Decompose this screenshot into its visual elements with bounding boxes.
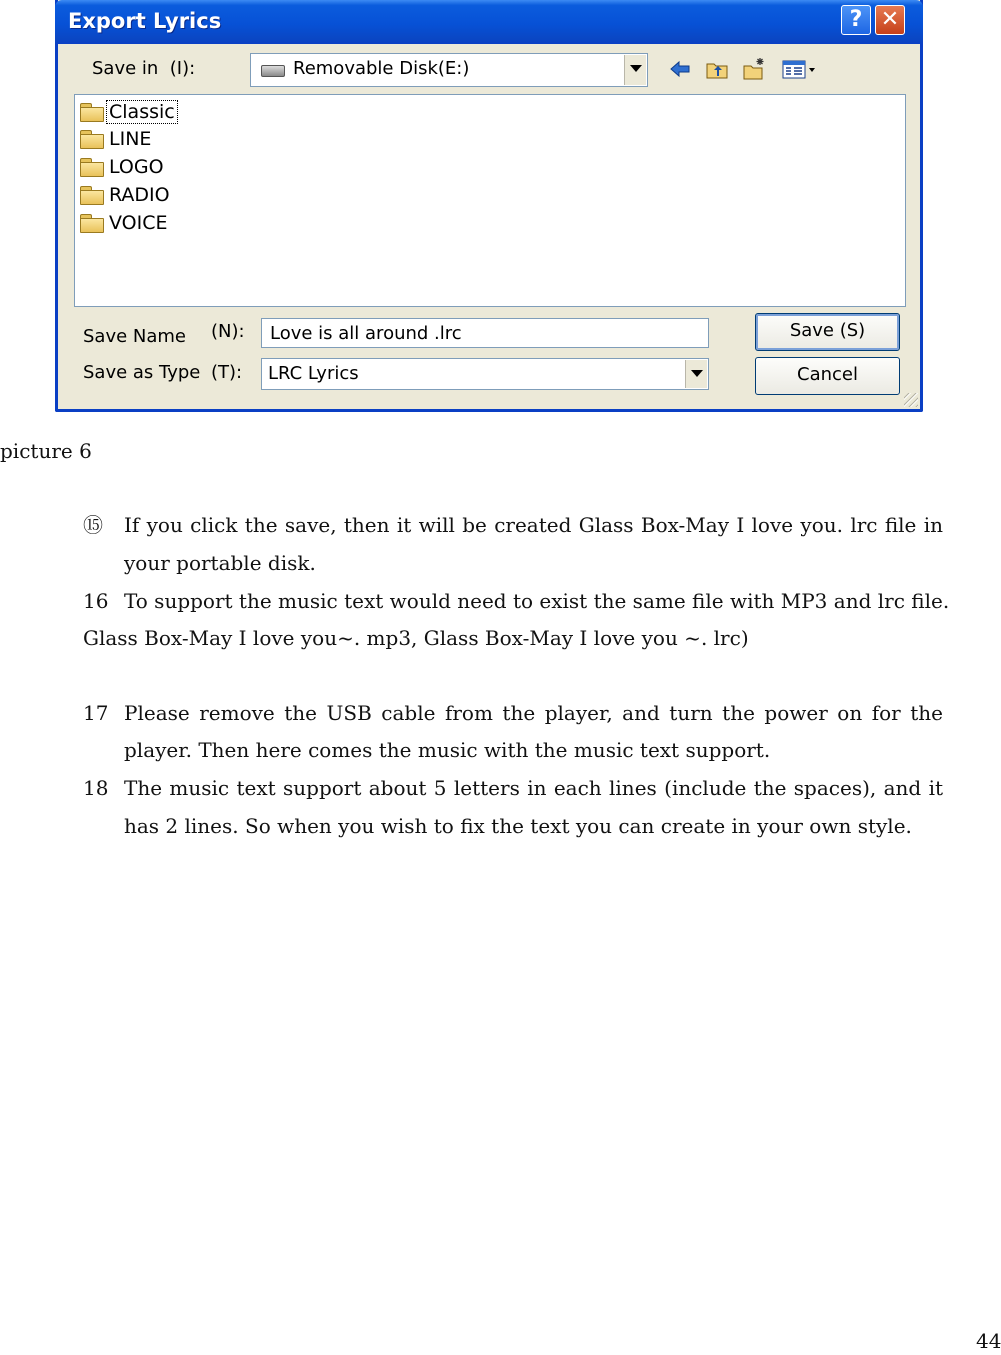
page-number: 44 <box>976 1329 1001 1353</box>
chevron-down-icon[interactable] <box>624 55 646 85</box>
item-marker: 17 <box>83 701 109 725</box>
back-arrow-icon[interactable] <box>667 56 693 82</box>
export-lyrics-dialog <box>55 0 923 412</box>
save-as-type-select[interactable] <box>261 358 709 390</box>
view-menu-icon[interactable] <box>780 56 820 82</box>
item-line: player. Then here comes the music with the music text support. <box>124 738 771 762</box>
save-as-type-label: Save as Type <box>83 362 201 383</box>
list-item <box>0 769 1001 809</box>
folder-icon <box>79 129 105 149</box>
list-item[interactable] <box>79 99 177 125</box>
up-folder-icon[interactable] <box>704 56 730 82</box>
chevron-down-icon[interactable] <box>685 360 707 388</box>
save-in-shortcut: (I): <box>169 58 196 79</box>
save-button[interactable]: Save (S) <box>755 313 900 351</box>
new-folder-icon[interactable] <box>741 56 767 82</box>
save-name-value: Love is all around .lrc <box>270 323 462 344</box>
removable-disk-icon <box>261 65 285 77</box>
folder-name: LOGO <box>109 156 164 178</box>
save-in-label: Save in (I): <box>92 58 196 79</box>
list-item[interactable] <box>79 126 153 152</box>
list-item[interactable] <box>79 154 166 180</box>
item-marker: 16 <box>83 589 109 613</box>
save-name-input[interactable] <box>261 318 709 348</box>
save-name-label: Save Name <box>83 326 187 347</box>
folder-name: Classic <box>109 101 175 123</box>
close-button[interactable]: ✕ <box>875 5 905 35</box>
item-line: has 2 lines. So when you wish to fix the text you can create in your own style. <box>124 814 912 838</box>
folder-name: LINE <box>109 128 152 150</box>
folder-icon <box>79 102 105 122</box>
folder-icon <box>79 185 105 205</box>
item-line: To support the music text would need to exist the same file with MP3 and lrc file. <box>124 589 950 613</box>
help-button[interactable]: ? <box>841 5 871 35</box>
item-line: If you click the save, then it will be created Glass Box-May I love you. lrc file in <box>124 513 943 537</box>
folder-icon <box>79 213 105 233</box>
item-line: Glass Box-May I love you~. mp3, Glass Box-May I love you ~. lrc) <box>83 626 749 650</box>
save-in-select[interactable] <box>250 53 648 87</box>
folder-list[interactable] <box>74 94 906 307</box>
list-item <box>0 694 1001 734</box>
item-marker: 18 <box>83 776 109 800</box>
dialog-title: Export Lyrics <box>68 9 222 33</box>
figure-caption: picture 6 <box>0 439 92 463</box>
folder-name: RADIO <box>109 184 170 206</box>
save-as-type-shortcut: (T): <box>211 362 243 383</box>
folder-icon <box>79 157 105 177</box>
save-in-value: Removable Disk(E:) <box>293 58 470 79</box>
list-item <box>0 506 1001 546</box>
list-item[interactable] <box>79 182 172 208</box>
item-line: The music text support about 5 letters in each lines (include the spaces), and it <box>124 776 943 800</box>
save-name-shortcut: (N): <box>211 321 245 342</box>
title-bar[interactable] <box>55 0 923 44</box>
save-as-type-value: LRC Lyrics <box>268 363 359 384</box>
folder-name: VOICE <box>109 212 168 234</box>
resize-grip-icon[interactable] <box>904 393 918 407</box>
item-line: Please remove the USB cable from the player, and turn the power on for the <box>124 701 943 725</box>
cancel-button[interactable]: Cancel <box>755 357 900 395</box>
item-line: your portable disk. <box>124 551 316 575</box>
item-marker: ⑮ <box>83 513 103 537</box>
list-item <box>0 582 1001 622</box>
list-item[interactable] <box>79 210 170 236</box>
